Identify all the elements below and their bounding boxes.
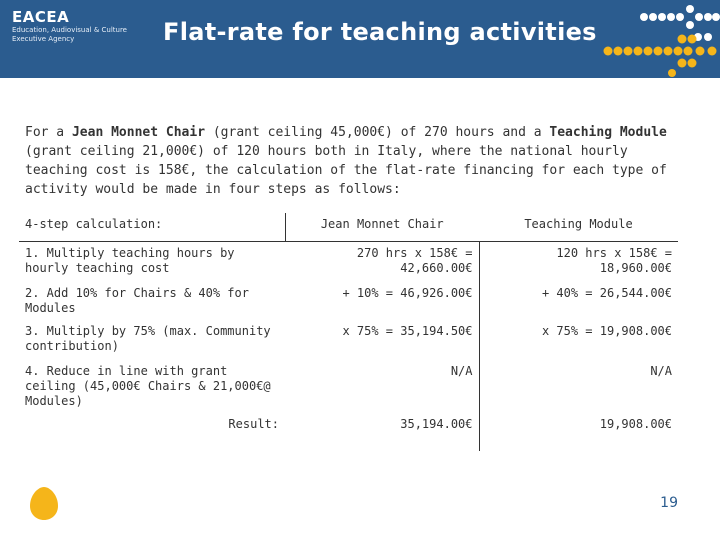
- logo-title: EACEA: [12, 8, 70, 26]
- chair-value: x 75% = 35,194.50€: [285, 320, 479, 360]
- logo-line-1: Education, Audiovisual & Culture: [12, 26, 127, 34]
- table-row: [19, 282, 678, 320]
- module-label: Teaching Module: [549, 125, 667, 140]
- chair-value: 270 hrs x 158€ = 42,660.00€: [285, 242, 479, 283]
- eacea-logo[interactable]: [12, 9, 127, 44]
- calculation-table: [19, 213, 678, 451]
- page-number: 19: [660, 495, 678, 511]
- dot-arrow-icon: [588, 0, 720, 78]
- step-label: 1. Multiply teaching hours by hourly teaching cost: [25, 246, 235, 275]
- module-value: N/A: [650, 364, 672, 378]
- result-module: 19,908.00€: [599, 417, 672, 431]
- table-row: [19, 242, 678, 283]
- header-step: 4-step calculation:: [19, 213, 285, 242]
- header-chair: Jean Monnet Chair: [320, 217, 444, 231]
- header-bar: [0, 0, 720, 78]
- intro-text-2: (grant ceiling 45,000€) of 270 hours and a: [205, 125, 550, 140]
- result-label: Result:: [228, 417, 279, 431]
- chair-value: + 10% = 46,926.00€: [285, 282, 479, 320]
- module-value: x 75% = 19,908.00€: [541, 324, 672, 338]
- module-value: 120 hrs x 158€ = 18,960.00€: [556, 246, 672, 275]
- step-label: 4. Reduce in line with grant ceiling (45,000€ Chairs & 21,000€@ Modules): [25, 364, 271, 408]
- intro-text-3: (grant ceiling 21,000€) of 120 hours both in Italy, where the national hourly teaching cost is 158€, the calculation of the flat-rate financing for each type of activity would be made in four steps as follows:: [25, 144, 667, 197]
- step-label: 2. Add 10% for Chairs & 40% for Modules: [25, 286, 249, 315]
- chair-label: Jean Monnet Chair: [71, 125, 206, 140]
- table-header-row: [19, 213, 678, 242]
- result-row: [19, 413, 678, 451]
- intro-text-1: For a: [25, 125, 72, 140]
- logo-line-2: Executive Agency: [12, 35, 75, 43]
- table-row: [19, 320, 678, 360]
- header-module: Teaching Module: [524, 217, 633, 231]
- slide-title: Flat-rate for teaching activities: [163, 18, 597, 46]
- result-chair: 35,194.00€: [285, 413, 479, 451]
- step-label: 3. Multiply by 75% (max. Community contribution): [25, 324, 271, 353]
- intro-paragraph: [25, 123, 675, 199]
- teardrop-icon: [30, 487, 58, 520]
- module-value: + 40% = 26,544.00€: [541, 286, 672, 300]
- table-row: [19, 360, 678, 413]
- chair-value: N/A: [285, 360, 479, 413]
